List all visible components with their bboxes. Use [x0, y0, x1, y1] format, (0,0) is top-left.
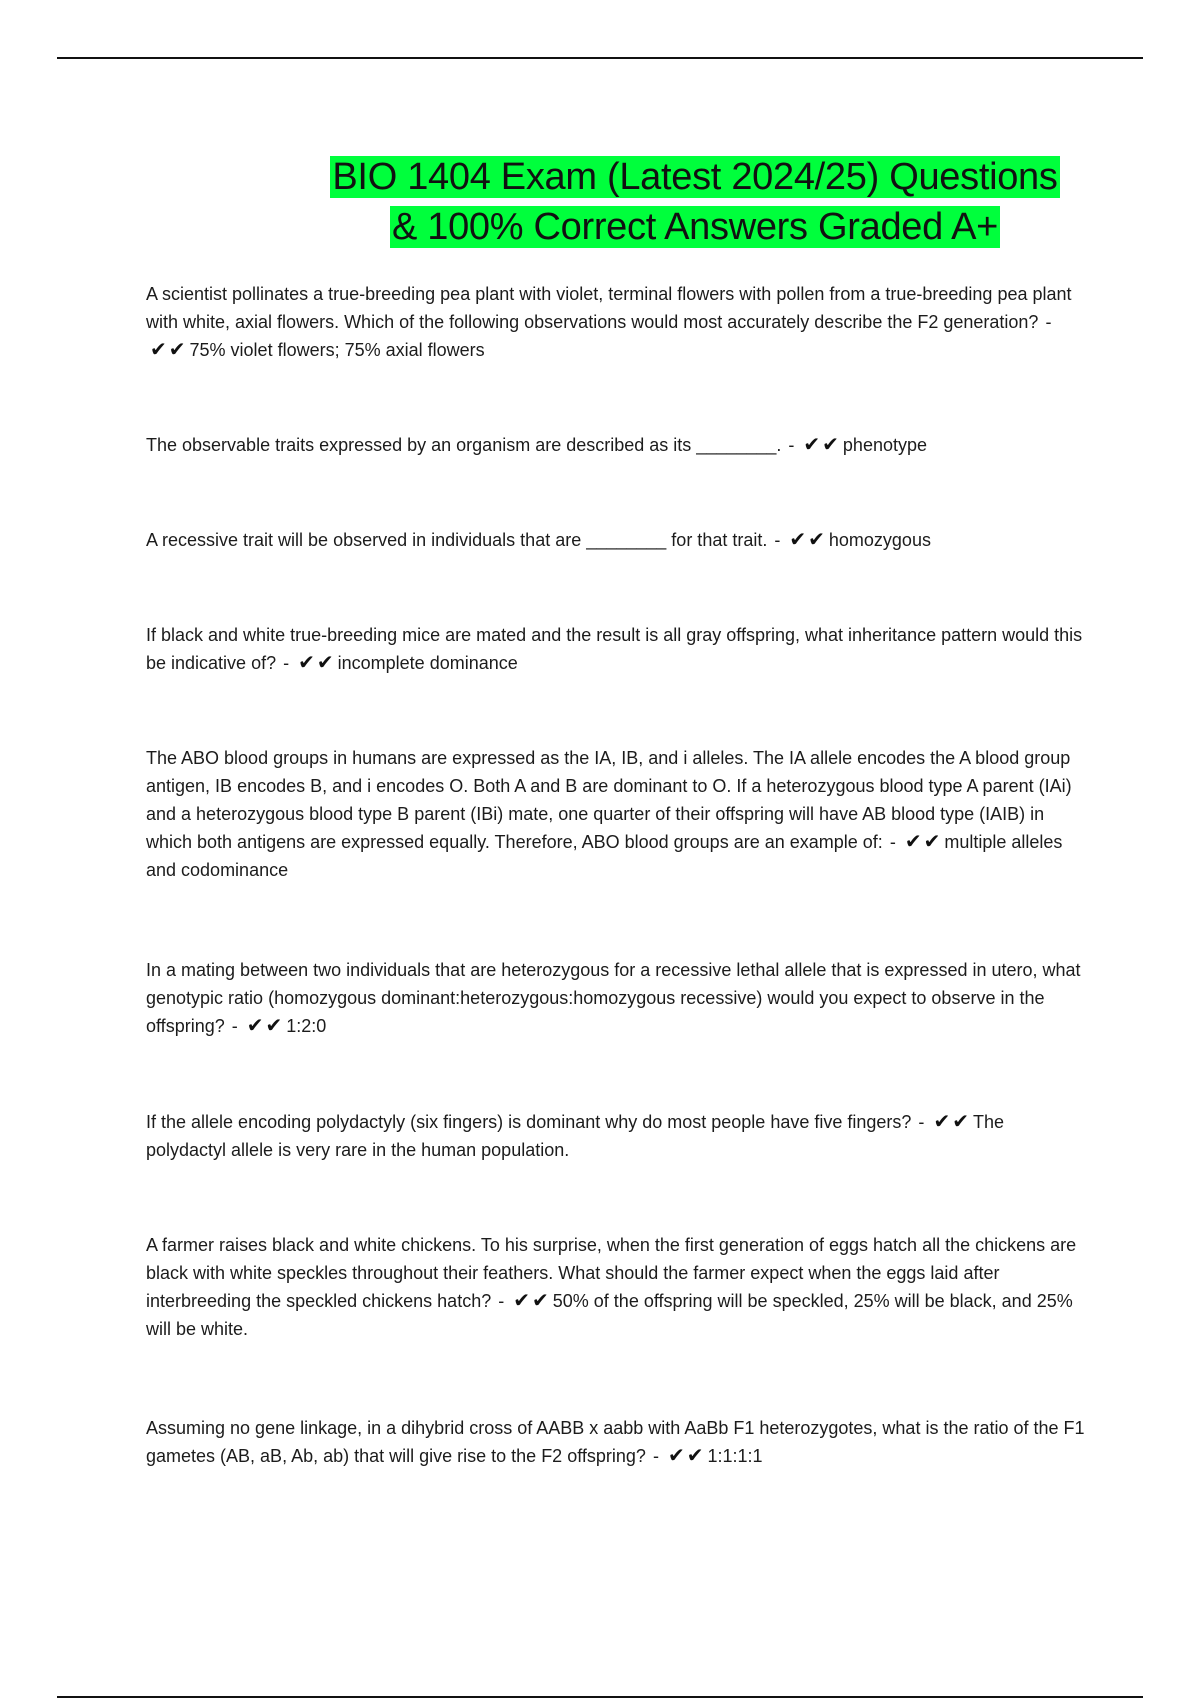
separator: - [788, 435, 795, 455]
answer-text: The polydactyl allele is very rare in the human population. [146, 1112, 1004, 1160]
question-text: In a mating between two individuals that are heterozygous for a recessive lethal allele that is expressed in utero, what genotypic ratio (homozygous dominant:heterozygous:homozygous recessive) would you expect to observe in the offspring? [146, 960, 1081, 1036]
qa-item [146, 1231, 1086, 1343]
double-check-icon: ✔✔ [298, 652, 336, 674]
question-text: The observable traits expressed by an organism are described as its ________. [146, 435, 782, 455]
title-line-2: & 100% Correct Answers Graded A+ [391, 206, 999, 248]
answer-text: multiple alleles and codominance [146, 832, 1063, 880]
answer-text: 50% of the offspring will be speckled, 25% will be black, and 25% will be white. [146, 1291, 1073, 1339]
double-check-icon: ✔✔ [150, 339, 188, 361]
document-title [200, 152, 1190, 252]
answer-text: 1:2:0 [286, 1016, 327, 1036]
double-check-icon: ✔✔ [667, 1445, 706, 1467]
question-text: If the allele encoding polydactyly (six fingers) is dominant why do most people have five fingers? [146, 1112, 912, 1132]
separator: - [231, 1016, 238, 1036]
double-check-icon: ✔✔ [904, 831, 943, 853]
answer-text: incomplete dominance [337, 653, 518, 673]
bottom-rule [57, 1696, 1143, 1698]
title-line-1: BIO 1404 Exam (Latest 2024/25) Questions [332, 156, 1058, 198]
separator: - [774, 530, 781, 550]
qa-item [146, 431, 1086, 459]
top-rule [57, 57, 1143, 59]
qa-item [146, 1414, 1086, 1470]
qa-item [146, 621, 1086, 677]
answer-text: homozygous [828, 530, 931, 550]
question-text: Assuming no gene linkage, in a dihybrid cross of AABB x aabb with AaBb F1 heterozygotes, what is the ratio of the F1 gametes (AB, aB, Ab, ab) that will give rise to the F2 offspring? [146, 1418, 1085, 1466]
separator: - [918, 1112, 925, 1132]
separator: - [652, 1446, 659, 1466]
question-text: If black and white true-breeding mice are mated and the result is all gray offspring, what inheritance pattern would this be indicative of? [146, 625, 1083, 673]
double-check-icon: ✔✔ [513, 1290, 551, 1312]
separator: - [1045, 312, 1052, 332]
question-text: A recessive trait will be observed in individuals that are ________ for that trait. [146, 530, 768, 550]
answer-text: 75% violet flowers; 75% axial flowers [189, 340, 485, 360]
double-check-icon: ✔✔ [933, 1111, 971, 1133]
answer-text: 1:1:1:1 [707, 1446, 763, 1466]
separator: - [889, 832, 896, 852]
answer-text: phenotype [842, 435, 927, 455]
qa-item [146, 526, 1086, 554]
question-text: A scientist pollinates a true-breeding pea plant with violet, terminal flowers with pollen from a true-breeding pea plant with white, axial flowers. Which of the following observations would most accurately describe the F2 generation? [146, 284, 1072, 332]
question-text: A farmer raises black and white chickens. To his surprise, when the first generation of eggs hatch all the chickens are black with white speckles throughout their feathers. What should the farmer expect when the eggs laid after interbreeding the speckled chickens hatch? [146, 1235, 1077, 1311]
qa-item [146, 1108, 1086, 1164]
qa-item [146, 280, 1086, 364]
double-check-icon: ✔✔ [246, 1015, 285, 1037]
question-text: The ABO blood groups in humans are expressed as the IA, IB, and i alleles. The IA allele encodes the A blood group antigen, IB encodes B, and i encodes O. Both A and B are dominant to O. If a heterozygous blood type A parent (IAi) and a heterozygous blood type B parent (IBi) mate, one quarter of their offspring will have AB blood type (IAIB) in which both antigens are expressed equally. Therefore, ABO blood groups are an example of: [146, 748, 1072, 852]
qa-item [146, 956, 1086, 1040]
separator: - [498, 1291, 505, 1311]
double-check-icon: ✔✔ [789, 529, 827, 551]
separator: - [283, 653, 290, 673]
qa-item [146, 744, 1086, 884]
double-check-icon: ✔✔ [803, 434, 841, 456]
